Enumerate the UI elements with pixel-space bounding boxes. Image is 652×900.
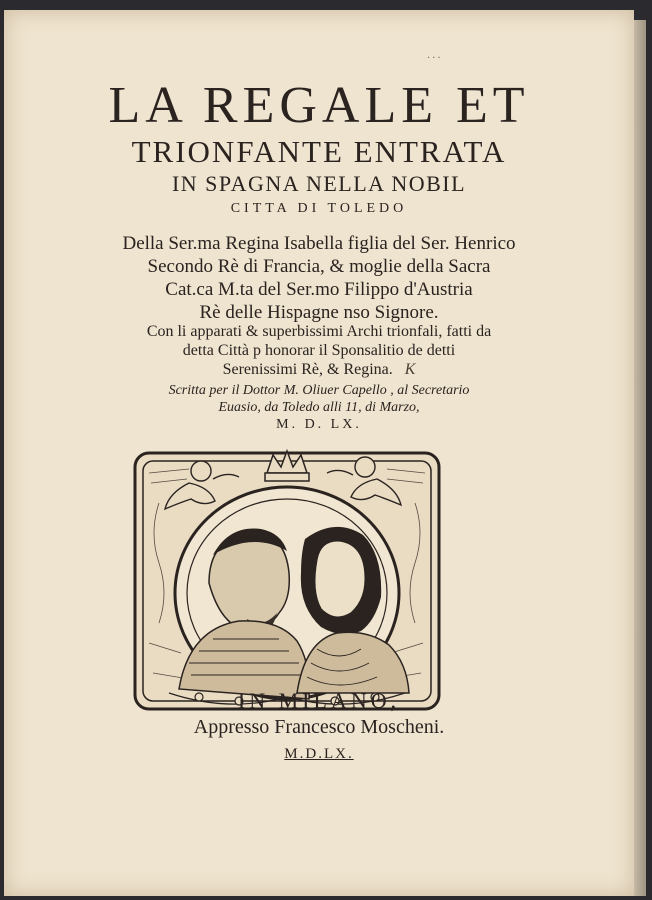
title-page: [4, 10, 634, 896]
imprint-city: IN MILANO,: [237, 688, 401, 713]
author-date: M. D. LX.: [276, 417, 362, 432]
author-line-2: Euasio, da Toledo alli 11, di Marzo,: [218, 400, 420, 415]
author-paragraph: [4, 382, 634, 433]
description-line-3: Serenissimi Rè, & Regina.: [222, 361, 393, 378]
imprint-year-text: M.D.LX.: [284, 746, 354, 762]
dedication-line-3: Cat.ca M.ta del Ser.mo Filippo d'Austria: [165, 279, 473, 300]
portrait-woodcut-illustration: [129, 443, 445, 715]
description-line-1: Con li apparati & superbissimi Archi trionfali, fatti da: [146, 323, 492, 340]
author-line-1: Scritta per il Dottor M. Oliuer Capello , al Secretario: [168, 383, 470, 398]
description-line-2: detta Città p honorar il Sponsalitio de detti: [182, 342, 456, 359]
imprint-year: [4, 744, 634, 764]
description-paragraph: [4, 322, 634, 379]
dedication-line-2: Secondo Rè di Francia, & moglie della Sacra: [147, 256, 491, 277]
dedication-line-4: Rè delle Hispagne nso Signore.: [199, 302, 439, 323]
title-line-1: LA REGALE ET: [108, 77, 530, 134]
title-line-2: TRIONFANTE ENTRATA: [131, 134, 507, 169]
marginal-mark: K: [404, 361, 416, 378]
corner-marks: ...: [427, 50, 443, 61]
imprint-printer: Appresso Francesco Moscheni.: [193, 716, 445, 738]
dedication-line-1: Della Ser.ma Regina Isabella figlia del Ser. Henrico: [122, 233, 516, 254]
dedication-paragraph: [4, 232, 634, 324]
title-line-4: CITTA DI TOLEDO: [230, 201, 408, 216]
title-line-3: IN SPAGNA NELLA NOBIL: [171, 171, 467, 196]
